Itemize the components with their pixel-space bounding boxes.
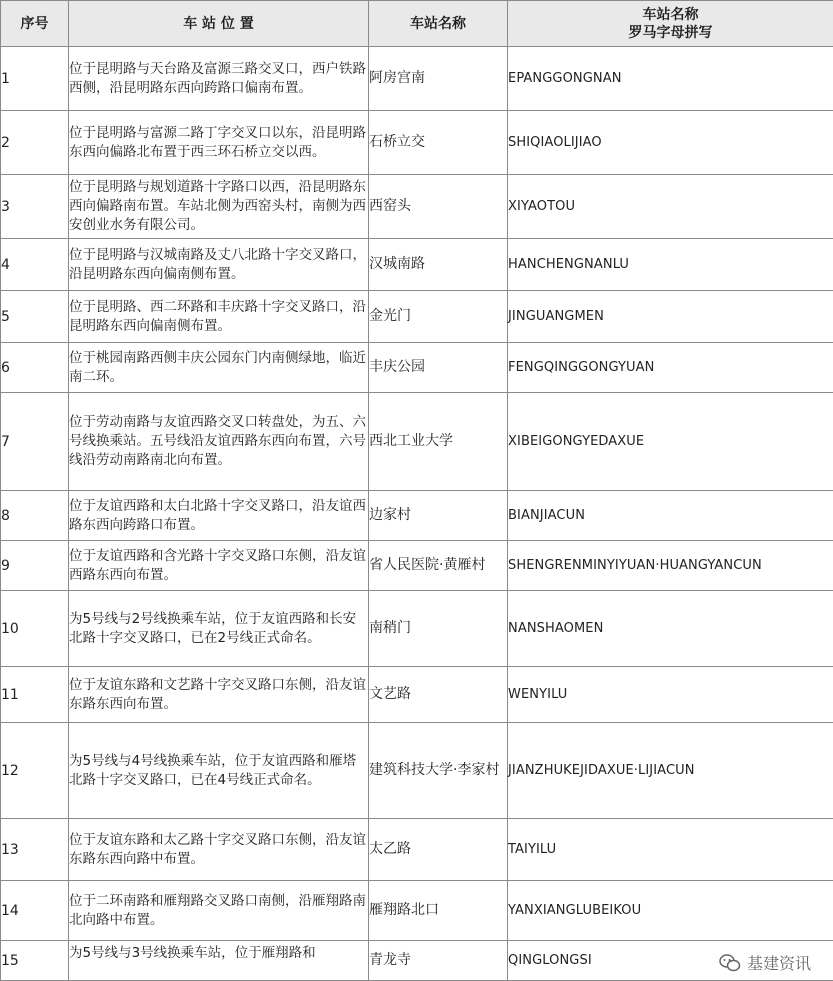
row-station-name: 金光门 — [369, 291, 508, 343]
row-index: 13 — [1, 819, 69, 881]
header-pinyin — [508, 1, 833, 47]
header-location: 车 站 位 置 — [69, 1, 369, 47]
row-location: 位于二环南路和雁翔路交叉路口南侧，沿雁翔路南北向路中布置。 — [69, 881, 369, 941]
header-pinyin-line2: 罗马字母拼写 — [508, 24, 833, 42]
row-location: 位于友谊西路和含光路十字交叉路口东侧，沿友谊西路东西向布置。 — [69, 541, 369, 591]
table-row — [1, 491, 833, 541]
row-index: 12 — [1, 723, 69, 819]
row-station-name: 丰庆公园 — [369, 343, 508, 393]
row-pinyin: XIYAOTOU — [508, 175, 833, 239]
table-row — [1, 175, 833, 239]
table-row — [1, 723, 833, 819]
table-row — [1, 591, 833, 667]
row-location: 位于昆明路、西二环路和丰庆路十字交叉路口，沿昆明路东西向偏南侧布置。 — [69, 291, 369, 343]
table-row — [1, 343, 833, 393]
row-index: 1 — [1, 47, 69, 111]
row-station-name: 青龙寺 — [369, 941, 508, 981]
row-index: 7 — [1, 393, 69, 491]
row-index: 3 — [1, 175, 69, 239]
row-station-name: 雁翔路北口 — [369, 881, 508, 941]
row-station-name: 石桥立交 — [369, 111, 508, 175]
row-station-name: 汉城南路 — [369, 239, 508, 291]
row-location: 位于友谊东路和太乙路十字交叉路口东侧，沿友谊东路东西向路中布置。 — [69, 819, 369, 881]
row-station-name: 阿房宫南 — [369, 47, 508, 111]
row-station-name: 南稍门 — [369, 591, 508, 667]
row-index: 9 — [1, 541, 69, 591]
row-location: 位于桃园南路西侧丰庆公园东门内南侧绿地，临近南二环。 — [69, 343, 369, 393]
row-pinyin: BIANJIACUN — [508, 491, 833, 541]
row-location: 为5号线与4号线换乘车站，位于友谊西路和雁塔北路十字交叉路口，已在4号线正式命名。 — [69, 723, 369, 819]
row-index: 6 — [1, 343, 69, 393]
row-index: 15 — [1, 941, 69, 981]
row-pinyin: YANXIANGLUBEIKOU — [508, 881, 833, 941]
row-location: 位于昆明路与规划道路十字路口以西，沿昆明路东西向偏路南布置。车站北侧为西窑头村，南侧为西安创业水务有限公司。 — [69, 175, 369, 239]
row-pinyin: XIBEIGONGYEDAXUE — [508, 393, 833, 491]
row-station-name: 省人民医院·黄雁村 — [369, 541, 508, 591]
row-pinyin: WENYILU — [508, 667, 833, 723]
row-station-name: 西北工业大学 — [369, 393, 508, 491]
row-pinyin: HANCHENGNANLU — [508, 239, 833, 291]
row-pinyin: QINGLONGSI — [508, 941, 833, 981]
row-pinyin: SHENGRENMINYIYUAN·HUANGYANCUN — [508, 541, 833, 591]
table-row — [1, 541, 833, 591]
table-row — [1, 667, 833, 723]
row-index: 8 — [1, 491, 69, 541]
watermark — [717, 951, 813, 974]
row-index: 14 — [1, 881, 69, 941]
wechat-official-account-icon — [719, 953, 741, 973]
header-pinyin-line1: 车站名称 — [508, 6, 833, 24]
row-location: 为5号线与3号线换乘车站，位于雁翔路和 — [69, 941, 369, 981]
row-location: 位于昆明路与富源二路丁字交叉口以东，沿昆明路东西向偏路北布置于西三环石桥立交以西。 — [69, 111, 369, 175]
table-header-row — [1, 1, 833, 47]
row-station-name: 边家村 — [369, 491, 508, 541]
row-index: 5 — [1, 291, 69, 343]
header-name: 车站名称 — [369, 1, 508, 47]
row-location: 位于友谊西路和太白北路十字交叉路口，沿友谊西路东西向跨路口布置。 — [69, 491, 369, 541]
row-pinyin: JINGUANGMEN — [508, 291, 833, 343]
row-pinyin: NANSHAOMEN — [508, 591, 833, 667]
table-row — [1, 111, 833, 175]
table-row — [1, 819, 833, 881]
row-station-name: 太乙路 — [369, 819, 508, 881]
row-pinyin: EPANGGONGNAN — [508, 47, 833, 111]
row-location: 位于友谊东路和文艺路十字交叉路口东侧，沿友谊东路东西向布置。 — [69, 667, 369, 723]
row-station-name: 建筑科技大学·李家村 — [369, 723, 508, 819]
row-location: 位于劳动南路与友谊西路交叉口转盘处，为五、六号线换乘站。五号线沿友谊西路东西向布置，六号线沿劳动南路南北向布置。 — [69, 393, 369, 491]
row-index: 11 — [1, 667, 69, 723]
table-row — [1, 393, 833, 491]
row-pinyin: TAIYILU — [508, 819, 833, 881]
row-pinyin: SHIQIAOLIJIAO — [508, 111, 833, 175]
row-pinyin: FENGQINGGONGYUAN — [508, 343, 833, 393]
row-station-name: 西窑头 — [369, 175, 508, 239]
table-row — [1, 881, 833, 941]
row-station-name: 文艺路 — [369, 667, 508, 723]
row-location: 位于昆明路与天台路及富源三路交叉口，西户铁路西侧，沿昆明路东西向跨路口偏南布置。 — [69, 47, 369, 111]
row-location: 位于昆明路与汉城南路及丈八北路十字交叉路口，沿昆明路东西向偏南侧布置。 — [69, 239, 369, 291]
row-index: 2 — [1, 111, 69, 175]
table-row — [1, 239, 833, 291]
table-row — [1, 291, 833, 343]
watermark-text: 基建资讯 — [747, 951, 811, 974]
row-location: 为5号线与2号线换乘车站，位于友谊西路和长安北路十字交叉路口，已在2号线正式命名。 — [69, 591, 369, 667]
table-row — [1, 47, 833, 111]
row-index: 10 — [1, 591, 69, 667]
row-pinyin: JIANZHUKEJIDAXUE·LIJIACUN — [508, 723, 833, 819]
row-index: 4 — [1, 239, 69, 291]
table-row — [1, 941, 833, 981]
header-index: 序号 — [1, 1, 69, 47]
